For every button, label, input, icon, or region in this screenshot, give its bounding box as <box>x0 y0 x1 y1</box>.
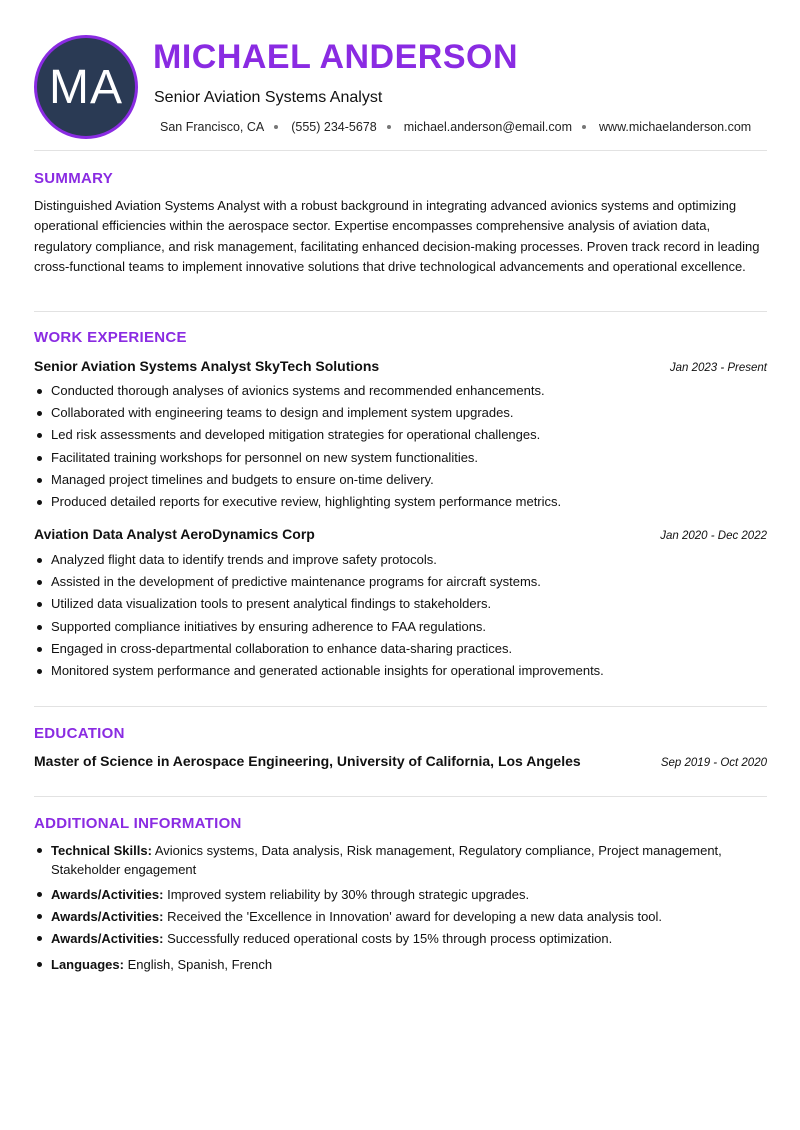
item-text: Successfully reduced operational costs by 15% through process optimization. <box>167 931 613 946</box>
job-date: Jan 2023 - Present <box>669 362 767 374</box>
contact-line <box>160 120 751 134</box>
avatar <box>34 35 138 139</box>
divider <box>34 706 767 707</box>
item-label: Awards/Activities: <box>51 931 164 946</box>
list-item <box>34 929 767 948</box>
job-bullet-list <box>34 549 767 682</box>
job-title: Aviation Data Analyst AeroDynamics Corp <box>34 526 315 542</box>
job-bullet-list <box>34 380 767 513</box>
divider <box>34 796 767 797</box>
separator-dot <box>582 125 586 129</box>
list-item: Conducted thorough analyses of avionics systems and recommended enhancements. <box>34 380 767 402</box>
contact-location: San Francisco, CA <box>160 120 265 134</box>
list-item: Collaborated with engineering teams to design and implement system upgrades. <box>34 402 767 424</box>
list-item <box>34 841 767 879</box>
list-item: Engaged in cross-departmental collaboration to enhance data-sharing practices. <box>34 638 767 660</box>
item-label: Awards/Activities: <box>51 887 164 902</box>
list-item: Led risk assessments and developed mitigation strategies for operational challenges. <box>34 424 767 446</box>
list-item: Utilized data visualization tools to present analytical findings to stakeholders. <box>34 593 767 615</box>
additional-info-list <box>34 841 767 974</box>
education-heading: EDUCATION <box>34 725 125 742</box>
item-text: Received the 'Excellence in Innovation' award for developing a new data analysis tool. <box>167 909 663 924</box>
list-item: Supported compliance initiatives by ensuring adherence to FAA regulations. <box>34 616 767 638</box>
list-item: Produced detailed reports for executive review, highlighting system performance metrics. <box>34 491 767 513</box>
list-item: Managed project timelines and budgets to ensure on-time delivery. <box>34 469 767 491</box>
contact-email[interactable]: michael.anderson@email.com <box>403 120 573 134</box>
separator-dot <box>274 125 278 129</box>
summary-text: Distinguished Aviation Systems Analyst with a robust background in integrating advanced avionics systems and optimizing operational efficiencies within the aerospace sector. Expertise encompasses comprehensive analysis of aviation data, regulatory compliance, and risk management, facilitating enhanced decision-making processes. Proven track record in leading cross-functional teams to implement innovative solutions that drive technological advancements and operational excellence. <box>34 198 760 274</box>
candidate-name: MICHAEL ANDERSON <box>153 38 519 76</box>
work-experience-heading: WORK EXPERIENCE <box>34 329 187 346</box>
candidate-role: Senior Aviation Systems Analyst <box>154 89 383 106</box>
additional-info-heading: ADDITIONAL INFORMATION <box>34 815 242 832</box>
avatar-initials: MA <box>49 60 123 114</box>
list-item: Monitored system performance and generated actionable insights for operational improvements. <box>34 660 767 682</box>
divider <box>34 311 767 312</box>
list-item: Analyzed flight data to identify trends and improve safety protocols. <box>34 549 767 571</box>
separator-dot <box>387 125 391 129</box>
summary-heading: SUMMARY <box>34 170 114 187</box>
list-item: Facilitated training workshops for personnel on new system functionalities. <box>34 447 767 469</box>
education-date: Sep 2019 - Oct 2020 <box>660 757 767 769</box>
job-header <box>34 526 767 542</box>
item-label: Awards/Activities: <box>51 909 164 924</box>
contact-phone[interactable]: (555) 234-5678 <box>291 120 377 134</box>
job-date: Jan 2020 - Dec 2022 <box>660 530 767 542</box>
item-label: Languages: <box>51 957 124 972</box>
degree-title: Master of Science in Aerospace Engineering, University of California, Los Angeles <box>34 753 581 769</box>
list-item: Assisted in the development of predictive maintenance programs for aircraft systems. <box>34 571 767 593</box>
item-label: Technical Skills: <box>51 843 152 858</box>
item-text: Avionics systems, Data analysis, Risk management, Regulatory compliance, Project management, Stakeholder engagement <box>51 843 722 877</box>
job-header <box>34 358 767 374</box>
item-text: Improved system reliability by 30% through strategic upgrades. <box>167 887 530 902</box>
education-entry <box>34 753 767 769</box>
divider <box>34 150 767 151</box>
list-item <box>34 885 767 904</box>
contact-website[interactable]: www.michaelanderson.com <box>599 120 752 134</box>
list-item <box>34 907 767 926</box>
job-title: Senior Aviation Systems Analyst SkyTech Solutions <box>34 358 380 374</box>
item-text: English, Spanish, French <box>127 957 273 972</box>
list-item <box>34 955 767 974</box>
